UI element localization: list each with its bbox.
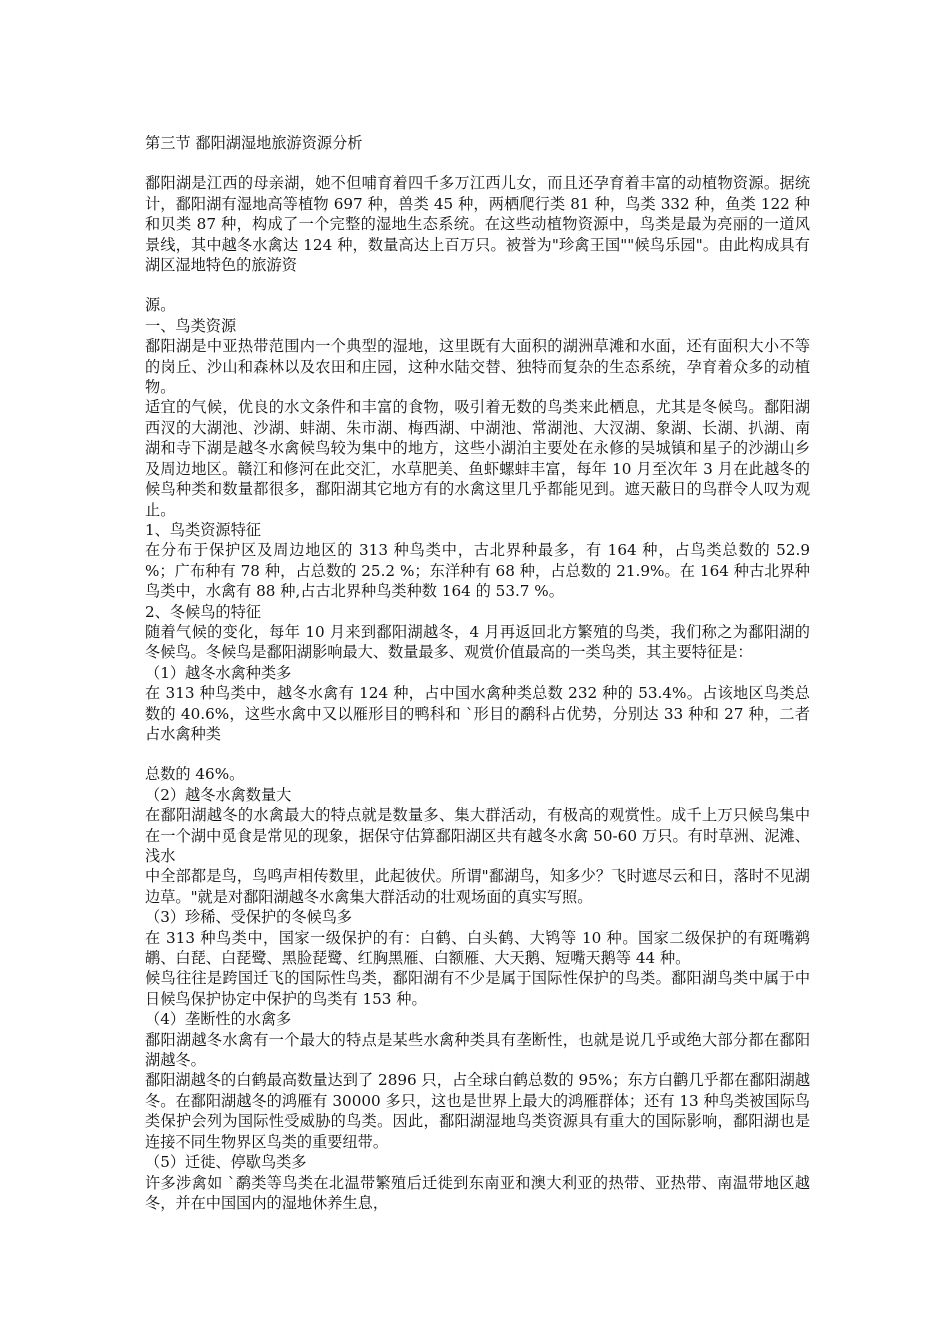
section-title: 第三节 鄱阳湖湿地旅游资源分析 bbox=[145, 134, 363, 152]
paragraph-distribution: 在分布于保护区及周边地区的 313 种鸟类中，古北界种最多，有 164 种，占鸟类总数的 52.9 %；广布种有 78 种，占总数的 25.2 %；东洋种有 68 种，占总数的 21.9%。在 164 种古北界种鸟类中，水禽有 88 种,占古北界种鸟类种数 164 的 53.7 %。 bbox=[145, 541, 810, 601]
paragraph-rare: 在 313 种鸟类中，国家一级保护的有：白鹤、白头鹤、大鸨等 10 种。国家二级保护的有斑嘴鹈鹕、白琵、白琵鹭、黑脸琵鹭、红胸黑雁、白额雁、大天鹅、短嘴天鹅等 44 种。 bbox=[145, 928, 810, 968]
paragraph-species-many: 在 313 种鸟类中，越冬水禽有 124 种，占中国水禽种类总数 232 种的 53.4%。占该地区鸟类总数的 40.6%，这些水禽中又以雁形目的鸭科和 `形目的鹬科占优势，分别达 33 种和 27 种，二者占水禽种类 bbox=[145, 684, 810, 743]
paragraph-monopoly: 鄱阳湖越冬水禽有一个最大的特点是某些水禽种类具有垄断性，也就是说几乎或绝大部分都在鄱阳湖越冬。 bbox=[145, 1030, 810, 1070]
paragraph-quantity-cont: 中全部都是鸟，鸟鸣声相传数里，此起彼伏。所谓"鄱湖鸟，知多少？飞时遮尽云和日，落时不见湖边草。"就是对鄱阳湖越冬水禽集大群活动的壮观场面的真实写照。 bbox=[145, 867, 810, 906]
paragraph-climate: 适宜的气候，优良的水文条件和丰富的食物，吸引着无数的鸟类来此栖息，尤其是冬候鸟。鄱阳湖西汊的大湖池、沙湖、蚌湖、朱市湖、梅西湖、中湖池、常湖池、大汊湖、象湖、长湖、扒湖、南湖和寺下湖是越冬水禽候鸟较为集中的地方，这些小湖泊主要处在永修的吴城镇和星子的沙湖山乡及周边地区。赣江和修河在此交汇，水草肥美、鱼虾螺蚌丰富，每年 10 月至次年 3 月在此越冬的候鸟种类和数量都很多，鄱阳湖其它地方有的水禽这里几乎都能见到。遮天蔽日的鸟群令人叹为观止。 bbox=[145, 398, 810, 519]
intro-paragraph: 鄱阳湖是江西的母亲湖，她不但哺育着四千多万江西儿女，而且还孕育着丰富的动植物资源。据统计，鄱阳湖有湿地高等植物 697 种，兽类 45 种，两栖爬行类 81 种，鸟类 332 种，鱼类 122 种和贝类 87 种，构成了一个完整的湿地生态系统。在这些动植物资源中，鸟类是最为亮丽的一道风景线，其中越冬水禽达 124 种，数量高达上百万只。被誉为"珍禽王国""候鸟乐园"。由此构成具有湖区湿地特色的旅游资 bbox=[145, 174, 810, 275]
document-page bbox=[145, 133, 810, 1213]
heading-winter-birds: 2、冬候鸟的特征 bbox=[145, 602, 261, 621]
subheading-species-many: （1）越冬水禽种类多 bbox=[145, 663, 292, 682]
paragraph-quantity: 在鄱阳湖越冬的水禽最大的特点就是数量多、集大群活动，有极高的观赏性。成千上万只候鸟集中在一个湖中觅食是常见的现象，据保守估算鄱阳湖区共有越冬水禽 50-60 万只。有时草洲、泥滩、浅水 bbox=[145, 806, 810, 865]
paragraph-winter-birds: 随着气候的变化，每年 10 月来到鄱阳湖越冬，4 月再返回北方繁殖的鸟类，我们称之为鄱阳湖的冬候鸟。冬候鸟是鄱阳湖影响最大、数量最多、观赏价值最高的一类鸟类，其主要特征是： bbox=[145, 622, 810, 662]
intro-paragraph-end: 源。 bbox=[145, 296, 176, 315]
subheading-quantity: （2）越冬水禽数量大 bbox=[145, 785, 292, 804]
paragraph-wetland: 鄱阳湖是中亚热带范围内一个典型的湿地，这里既有大面积的湖洲草滩和水面，还有面积大小不等的岗丘、沙山和森林以及农田和庄园，这种水陆交替、独特而复杂的生态系统，孕育着众多的动植物。 bbox=[145, 337, 810, 397]
heading-bird-features: 1、鸟类资源特征 bbox=[145, 520, 261, 539]
paragraph-international: 候鸟往往是跨国迁飞的国际性鸟类，鄱阳湖有不少是属于国际性保护的鸟类。鄱阳湖鸟类中属于中日候鸟保护协定中保护的鸟类有 153 种。 bbox=[145, 969, 810, 1008]
heading-bird-resources: 一、鸟类资源 bbox=[145, 316, 237, 335]
subheading-monopoly: （4）垄断性的水禽多 bbox=[145, 1010, 292, 1029]
paragraph-species-many-end: 总数的 46%。 bbox=[145, 765, 245, 784]
paragraph-migration: 许多涉禽如 `鹬类等鸟类在北温带繁殖后迁徙到东南亚和澳大利亚的热带、亚热带、南温带地区越冬，并在中国国内的湿地休养生息， bbox=[145, 1173, 810, 1212]
paragraph-white-crane: 鄱阳湖越冬的白鹤最高数量达到了 2896 只，占全球白鹤总数的 95%；东方白鹳几乎都在鄱阳湖越冬。在鄱阳湖越冬的鸿雁有 30000 多只，这也是世界上最大的鸿雁群体；还有 13 种鸟类被国际鸟类保护会列为国际性受威胁的鸟类。因此，鄱阳湖湿地鸟类资源具有重大的国际影响，鄱阳湖也是连接不同生物界区鸟类的重要纽带。 bbox=[145, 1071, 810, 1151]
subheading-rare: （3）珍稀、受保护的冬候鸟多 bbox=[145, 908, 353, 927]
subheading-migration: （5）迁徙、停歇鸟类多 bbox=[145, 1153, 307, 1172]
